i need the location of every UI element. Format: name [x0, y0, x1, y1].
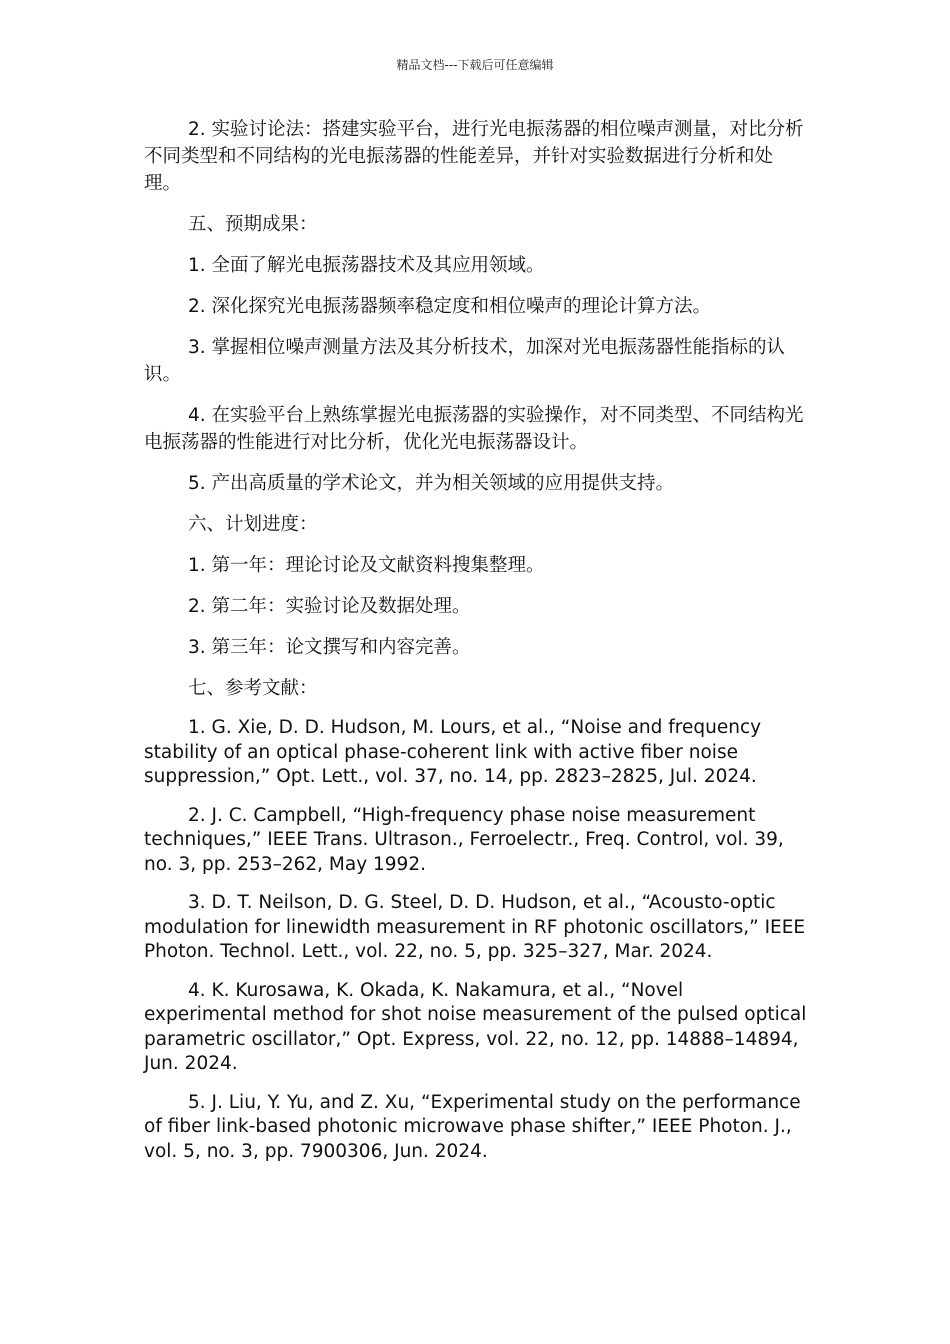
reference-item-1: 1. G. Xie, D. D. Hudson, M. Lours, et al., “Noise and frequency stability of an optical phase-coherent link with active fiber noise suppression,” Opt. Lett., vol. 37, no. 14, pp. 2823–2825, Jul. 2024. — [144, 717, 762, 787]
section-heading-references: 七、参考文献： — [188, 678, 318, 699]
outcome-item-4: 4. 在实验平台上熟练掌握光电振荡器的实验操作，对不同类型、不同结构光电振荡器的性能进行对比分析，优化光电振荡器设计。 — [144, 405, 804, 453]
reference-item-3: 3. D. T. Neilson, D. G. Steel, D. D. Hudson, et al., “Acousto-optic modulation for linewidth measurement in RF photonic oscillators,” IEEE Photon. Technol. Lett., vol. 22, no. 5, pp. 325–327, Mar. 2024. — [144, 892, 806, 962]
schedule-item-2: 2. 第二年：实验讨论及数据处理。 — [188, 596, 471, 617]
reference-item-4: 4. K. Kurosawa, K. Okada, K. Nakamura, et al., “Novel experimental method for shot noise measurement of the pulsed optical parametric oscillator,” Opt. Express, vol. 22, no. 12, pp. 14888–14894, Jun. 2024. — [144, 979, 807, 1074]
outcome-item-3: 3. 掌握相位噪声测量方法及其分析技术，加深对光电振荡器性能指标的认识。 — [144, 337, 786, 385]
outcome-item-2: 2. 深化探究光电振荡器频率稳定度和相位噪声的理论计算方法。 — [188, 296, 712, 317]
reference-item-5: 5. J. Liu, Y. Yu, and Z. Xu, “Experimental study on the performance of fiber link-based photonic microwave phase shifter,” IEEE Photon. J., vol. 5, no. 3, pp. 7900306, Jun. 2024. — [144, 1091, 801, 1162]
outcome-item-1: 1. 全面了解光电振荡器技术及其应用领域。 — [188, 255, 545, 276]
reference-item-2: 2. J. C. Campbell, “High-frequency phase noise measurement techniques,” IEEE Trans. Ultrason., Ferroelectr., Freq. Control, vol. 39, no. 3, pp. 253–262, May 1992. — [144, 804, 784, 875]
schedule-item-3: 3. 第三年：论文撰写和内容完善。 — [188, 637, 471, 658]
schedule-item-1: 1. 第一年：理论讨论及文献资料搜集整理。 — [188, 555, 545, 576]
section-heading-expected-outcomes: 五、预期成果： — [188, 214, 318, 235]
outcome-item-5: 5. 产出高质量的学术论文，并为相关领域的应用提供支持。 — [188, 473, 675, 494]
page-header: 精品文档---下载后可任意编辑 — [396, 58, 554, 72]
methods-item-2: 2. 实验讨论法：搭建实验平台，进行光电振荡器的相位噪声测量，对比分析不同类型和不同结构的光电振荡器的性能差异，并针对实验数据进行分析和处理。 — [144, 119, 804, 194]
document-body — [144, 116, 808, 1178]
section-heading-schedule: 六、计划进度： — [188, 514, 318, 535]
